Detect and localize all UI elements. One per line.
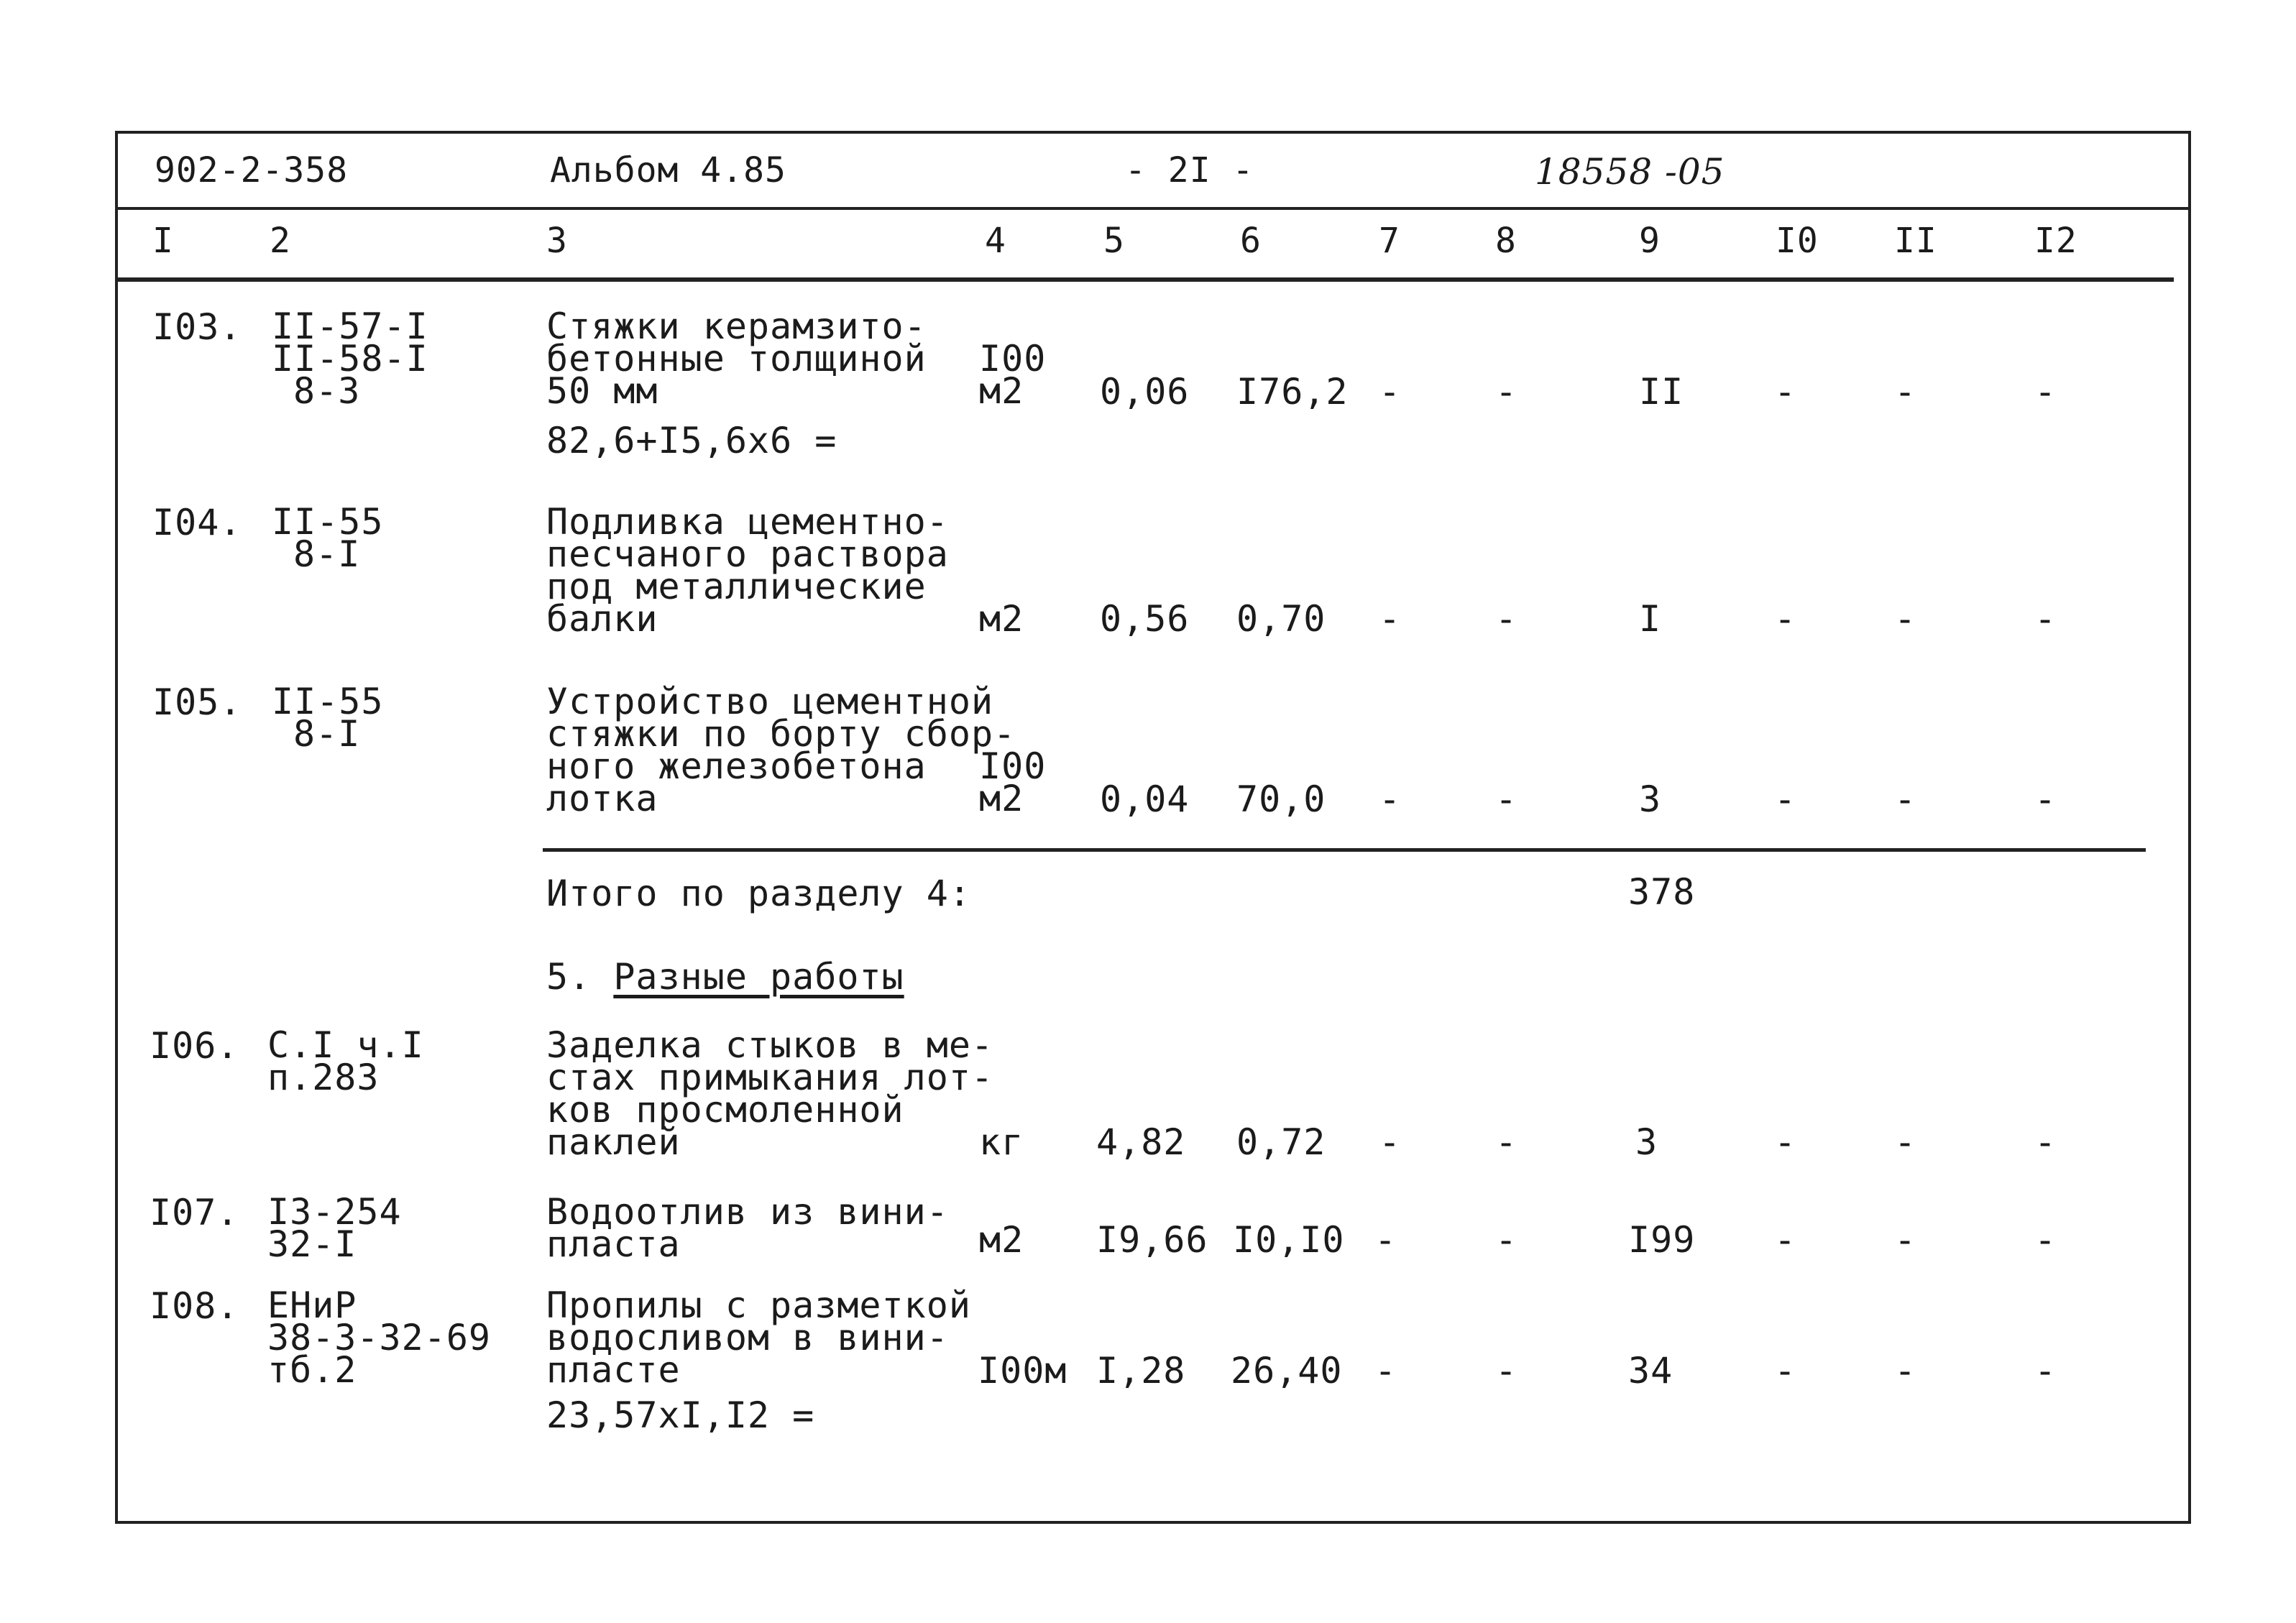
cell-col10: - [1774, 1350, 1797, 1392]
cell-col9: 3 [1639, 778, 1662, 820]
cell-col7: - [1379, 371, 1402, 413]
unit-line: I00 [979, 338, 1047, 380]
col-header-5: 5 [1103, 221, 1125, 261]
inventory-number: 18558 -05 [1535, 151, 1725, 193]
row-unit: кг [979, 1121, 1024, 1163]
page-number: - 2I - [1125, 150, 1254, 190]
cell-col11: - [1894, 371, 1917, 413]
section-title: Разные работы [613, 956, 904, 998]
row-description [546, 1191, 949, 1265]
cell-col12: - [2034, 1219, 2057, 1261]
cell-col6: 0,70 [1236, 598, 1326, 640]
cell-col6: I0,I0 [1233, 1219, 1345, 1261]
cell-col9: 34 [1628, 1350, 1673, 1392]
cell-col10: - [1774, 778, 1797, 820]
cell-col6: 70,0 [1236, 778, 1326, 820]
cell-col10: - [1774, 371, 1797, 413]
cell-col5: I,28 [1096, 1350, 1186, 1392]
row-calculation: 82,6+I5,6x6 = [546, 420, 837, 461]
cell-col7: - [1374, 1350, 1397, 1392]
row-reference [267, 1024, 424, 1098]
row-reference [272, 501, 384, 575]
row-description [546, 305, 927, 412]
col-header-4: 4 [985, 221, 1006, 261]
reference-line: 38-3-32-69 [267, 1317, 492, 1358]
cell-col9: II [1639, 371, 1684, 413]
unit-line: I00 [979, 745, 1047, 787]
unit-line: м2 [979, 778, 1024, 819]
row-unit [979, 745, 1047, 819]
col-header-9: 9 [1639, 221, 1661, 261]
description-line: Подливка цементно- [546, 501, 949, 543]
cell-col11: - [1894, 778, 1917, 820]
description-line: Водоотлив из вини- [546, 1191, 949, 1233]
description-line: пласта [546, 1223, 681, 1265]
description-line: 50 мм [546, 370, 658, 412]
cell-col11: - [1894, 598, 1917, 640]
row-description [546, 501, 949, 640]
unit-line: м2 [979, 370, 1024, 412]
section-heading [546, 956, 904, 998]
row-unit [979, 338, 1047, 412]
cell-col6: 0,72 [1236, 1121, 1326, 1163]
description-line: водосливом в вини- [546, 1317, 949, 1358]
row-number: I06. [150, 1025, 239, 1067]
description-line: пласте [546, 1349, 681, 1391]
row-unit: м2 [979, 598, 1024, 640]
description-line: песчаного раствора [546, 533, 949, 575]
cell-col7: - [1379, 1121, 1402, 1163]
description-line: стяжки по борту сбор- [546, 713, 1016, 755]
cell-col6: I76,2 [1236, 371, 1349, 413]
description-line: ков просмоленной [546, 1089, 904, 1131]
cell-col11: - [1894, 1219, 1917, 1261]
row-number: I04. [152, 502, 242, 543]
row-number: I03. [152, 306, 242, 348]
column-header-divider [115, 277, 2174, 282]
cell-col12: - [2034, 598, 2057, 640]
col-header-6: 6 [1240, 221, 1262, 261]
reference-line: II-55 [272, 681, 384, 722]
col-header-8: 8 [1495, 221, 1517, 261]
cell-col5: 0,06 [1100, 371, 1190, 413]
row-number: I08. [150, 1285, 239, 1327]
row-description [546, 1024, 994, 1163]
row-description [546, 681, 1016, 819]
col-header-3: 3 [546, 221, 568, 261]
description-line: стах примыкания лот- [546, 1057, 994, 1098]
cell-col5: 0,04 [1100, 778, 1190, 820]
subtotal-rule [543, 848, 2146, 852]
cell-col8: - [1495, 1121, 1518, 1163]
cell-col12: - [2034, 778, 2057, 820]
cell-col9: I99 [1628, 1219, 1696, 1261]
cell-col12: - [2034, 371, 2057, 413]
cell-col11: - [1894, 1350, 1917, 1392]
row-reference [272, 305, 428, 412]
description-line: паклей [546, 1121, 681, 1163]
doc-code: 902-2-358 [155, 150, 349, 190]
col-header-7: 7 [1379, 221, 1400, 261]
reference-line: I3-254 [267, 1191, 402, 1233]
description-line: Заделка стыков в ме- [546, 1024, 994, 1066]
description-line: балки [546, 598, 658, 640]
reference-line: С.I ч.I [267, 1024, 424, 1066]
cell-col9: 3 [1635, 1121, 1658, 1163]
row-calculation: 23,57xI,I2 = [546, 1394, 815, 1436]
reference-line: II-57-I [272, 305, 428, 347]
reference-line: 8-3 [293, 370, 361, 412]
cell-col5: 4,82 [1096, 1121, 1186, 1163]
cell-col8: - [1495, 598, 1518, 640]
cell-col8: - [1495, 1219, 1518, 1261]
reference-line: п.283 [267, 1057, 380, 1098]
cell-col10: - [1774, 598, 1797, 640]
cell-col7: - [1374, 1219, 1397, 1261]
cell-col8: - [1495, 371, 1518, 413]
col-header-12: I2 [2034, 221, 2077, 261]
cell-col10: - [1774, 1219, 1797, 1261]
description-line: Пропилы с разметкой [546, 1284, 971, 1326]
row-description [546, 1284, 971, 1391]
description-line: Стяжки керамзито- [546, 305, 927, 347]
reference-line: тб.2 [267, 1349, 357, 1391]
description-line: ного железобетона [546, 745, 927, 787]
row-reference [272, 681, 384, 755]
cell-col5: I9,66 [1096, 1219, 1208, 1261]
section-number: 5. [546, 956, 592, 998]
cell-col11: - [1894, 1121, 1917, 1163]
reference-line: 8-I [293, 713, 361, 755]
cell-col7: - [1379, 598, 1402, 640]
description-line: под металлические [546, 566, 927, 607]
cell-col12: - [2034, 1350, 2057, 1392]
reference-line: 32-I [267, 1223, 357, 1265]
row-number: I07. [150, 1192, 239, 1233]
cell-col8: - [1495, 1350, 1518, 1392]
col-header-10: I0 [1776, 221, 1819, 261]
cell-col5: 0,56 [1100, 598, 1190, 640]
header-divider [115, 207, 2188, 210]
col-header-2: 2 [270, 221, 291, 261]
cell-col8: - [1495, 778, 1518, 820]
reference-line: II-55 [272, 501, 384, 543]
subtotal-value: 378 [1628, 871, 1696, 913]
row-unit: I00м [978, 1350, 1067, 1392]
subtotal-label: Итого по разделу 4: [546, 873, 971, 914]
cell-col9: I [1639, 598, 1662, 640]
col-header-11: II [1894, 221, 1937, 261]
cell-col12: - [2034, 1121, 2057, 1163]
cell-col6: 26,40 [1231, 1350, 1343, 1392]
description-line: бетонные толщиной [546, 338, 927, 380]
row-reference [267, 1284, 492, 1391]
reference-line: II-58-I [272, 338, 428, 380]
row-reference [267, 1191, 402, 1265]
row-unit: м2 [979, 1219, 1024, 1261]
album-label: Альбом 4.85 [550, 150, 786, 190]
cell-col7: - [1379, 778, 1402, 820]
col-header-1: I [152, 221, 174, 261]
cell-col10: - [1774, 1121, 1797, 1163]
reference-line: ЕНиР [267, 1284, 357, 1326]
description-line: лотка [546, 778, 658, 819]
row-number: I05. [152, 681, 242, 723]
reference-line: 8-I [293, 533, 361, 575]
description-line: Устройство цементной [546, 681, 994, 722]
